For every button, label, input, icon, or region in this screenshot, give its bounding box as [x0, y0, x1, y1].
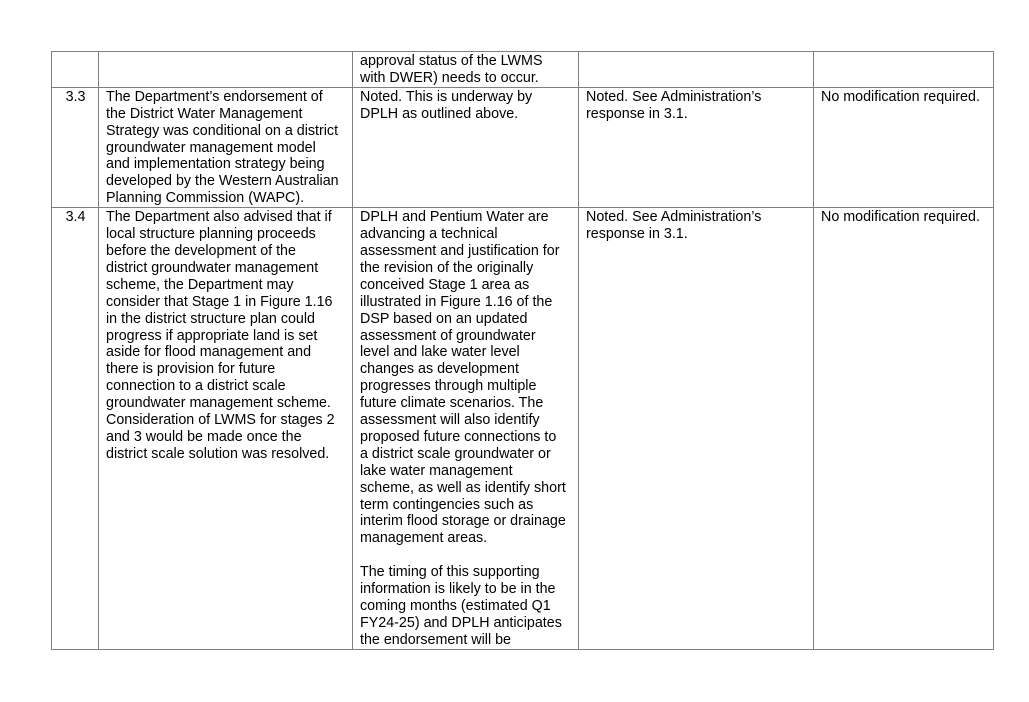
submission-cell: The Department’s endorsement of the District Water Management Strategy was conditional on a district groundwater management model and implementation strategy being developed by the Western Australian Planning Commission (WAPC). [99, 87, 353, 207]
table-row [52, 208, 994, 650]
table-row [52, 52, 994, 88]
item-number-cell: 3.3 [52, 87, 99, 207]
recommendation-cell: No modification required. [814, 87, 994, 207]
applicant-response-cell: approval status of the LWMS with DWER) needs to occur. [353, 52, 579, 88]
administration-response-cell: Noted. See Administration’s response in 3.1. [579, 208, 814, 650]
submissions-table [51, 51, 994, 650]
administration-response-cell [579, 52, 814, 88]
item-number-cell: 3.4 [52, 208, 99, 650]
recommendation-cell [814, 52, 994, 88]
administration-response-cell: Noted. See Administration’s response in 3.1. [579, 87, 814, 207]
submission-cell: The Department also advised that if local structure planning proceeds before the development of the district groundwater management scheme, the Department may consider that Stage 1 in Figure 1.16 in the district structure plan could progress if appropriate land is set aside for flood management and there is provision for future connection to a district scale groundwater management scheme. Consideration of LWMS for stages 2 and 3 would be made once the district scale solution was resolved. [99, 208, 353, 650]
applicant-response-cell: Noted. This is underway by DPLH as outlined above. [353, 87, 579, 207]
recommendation-cell: No modification required. [814, 208, 994, 650]
item-number-cell [52, 52, 99, 88]
table-row [52, 87, 994, 207]
submission-cell [99, 52, 353, 88]
applicant-response-cell: DPLH and Pentium Water are advancing a technical assessment and justification for the revision of the originally conceived Stage 1 area as illustrated in Figure 1.16 of the DSP based on an updated assessment of groundwater level and lake water level changes as development progresses through multiple future climate scenarios. The assessment will also identify proposed future connections to a district scale groundwater or lake water management scheme, as well as identify short term contingencies such as interim flood storage or drainage management areas. The timing of this supporting information is likely to be in the coming months (estimated Q1 FY24-25) and DPLH anticipates the endorsement will be [353, 208, 579, 650]
